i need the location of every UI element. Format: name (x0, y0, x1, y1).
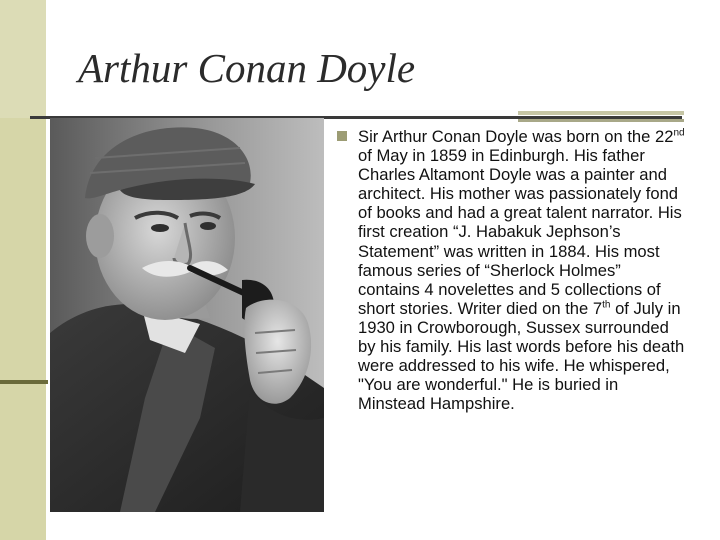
bullet-block (337, 127, 687, 413)
title-rule-accent (518, 111, 684, 115)
bio-sup-th: th (602, 299, 611, 311)
bullet-square-icon (337, 131, 347, 141)
bio-sup-nd: nd (673, 127, 685, 139)
bio-part-2: of May in 1859 in Edinburgh. His father Charles Altamont Doyle was a painter and architect. His mother was passionately fond of books and had a great talent narrator. His first creation “J. Habakuk Jephson’s Statement” was written in 1884. His most famous series of “Sherlock Holmes” contains 4 novelettes and 5 collections of short stories. Writer died on the 7 (358, 146, 682, 318)
title-rule-accent-lower (518, 119, 684, 122)
left-band-top (0, 0, 46, 118)
biography-text (358, 127, 687, 413)
portrait-photo (50, 118, 324, 512)
bio-part-1: Sir Arthur Conan Doyle was born on the 22 (358, 127, 674, 146)
bio-part-3: of July in 1930 in Crowborough, Sussex surrounded by his family. His last words before his death were addressed to his wife. He whispered, "You are wonderful." He is buried in Minstead Hampshire. (358, 298, 685, 414)
portrait-photo-image (50, 118, 324, 512)
left-accent-line (0, 380, 48, 384)
slide-title: Arthur Conan Doyle (78, 45, 416, 91)
